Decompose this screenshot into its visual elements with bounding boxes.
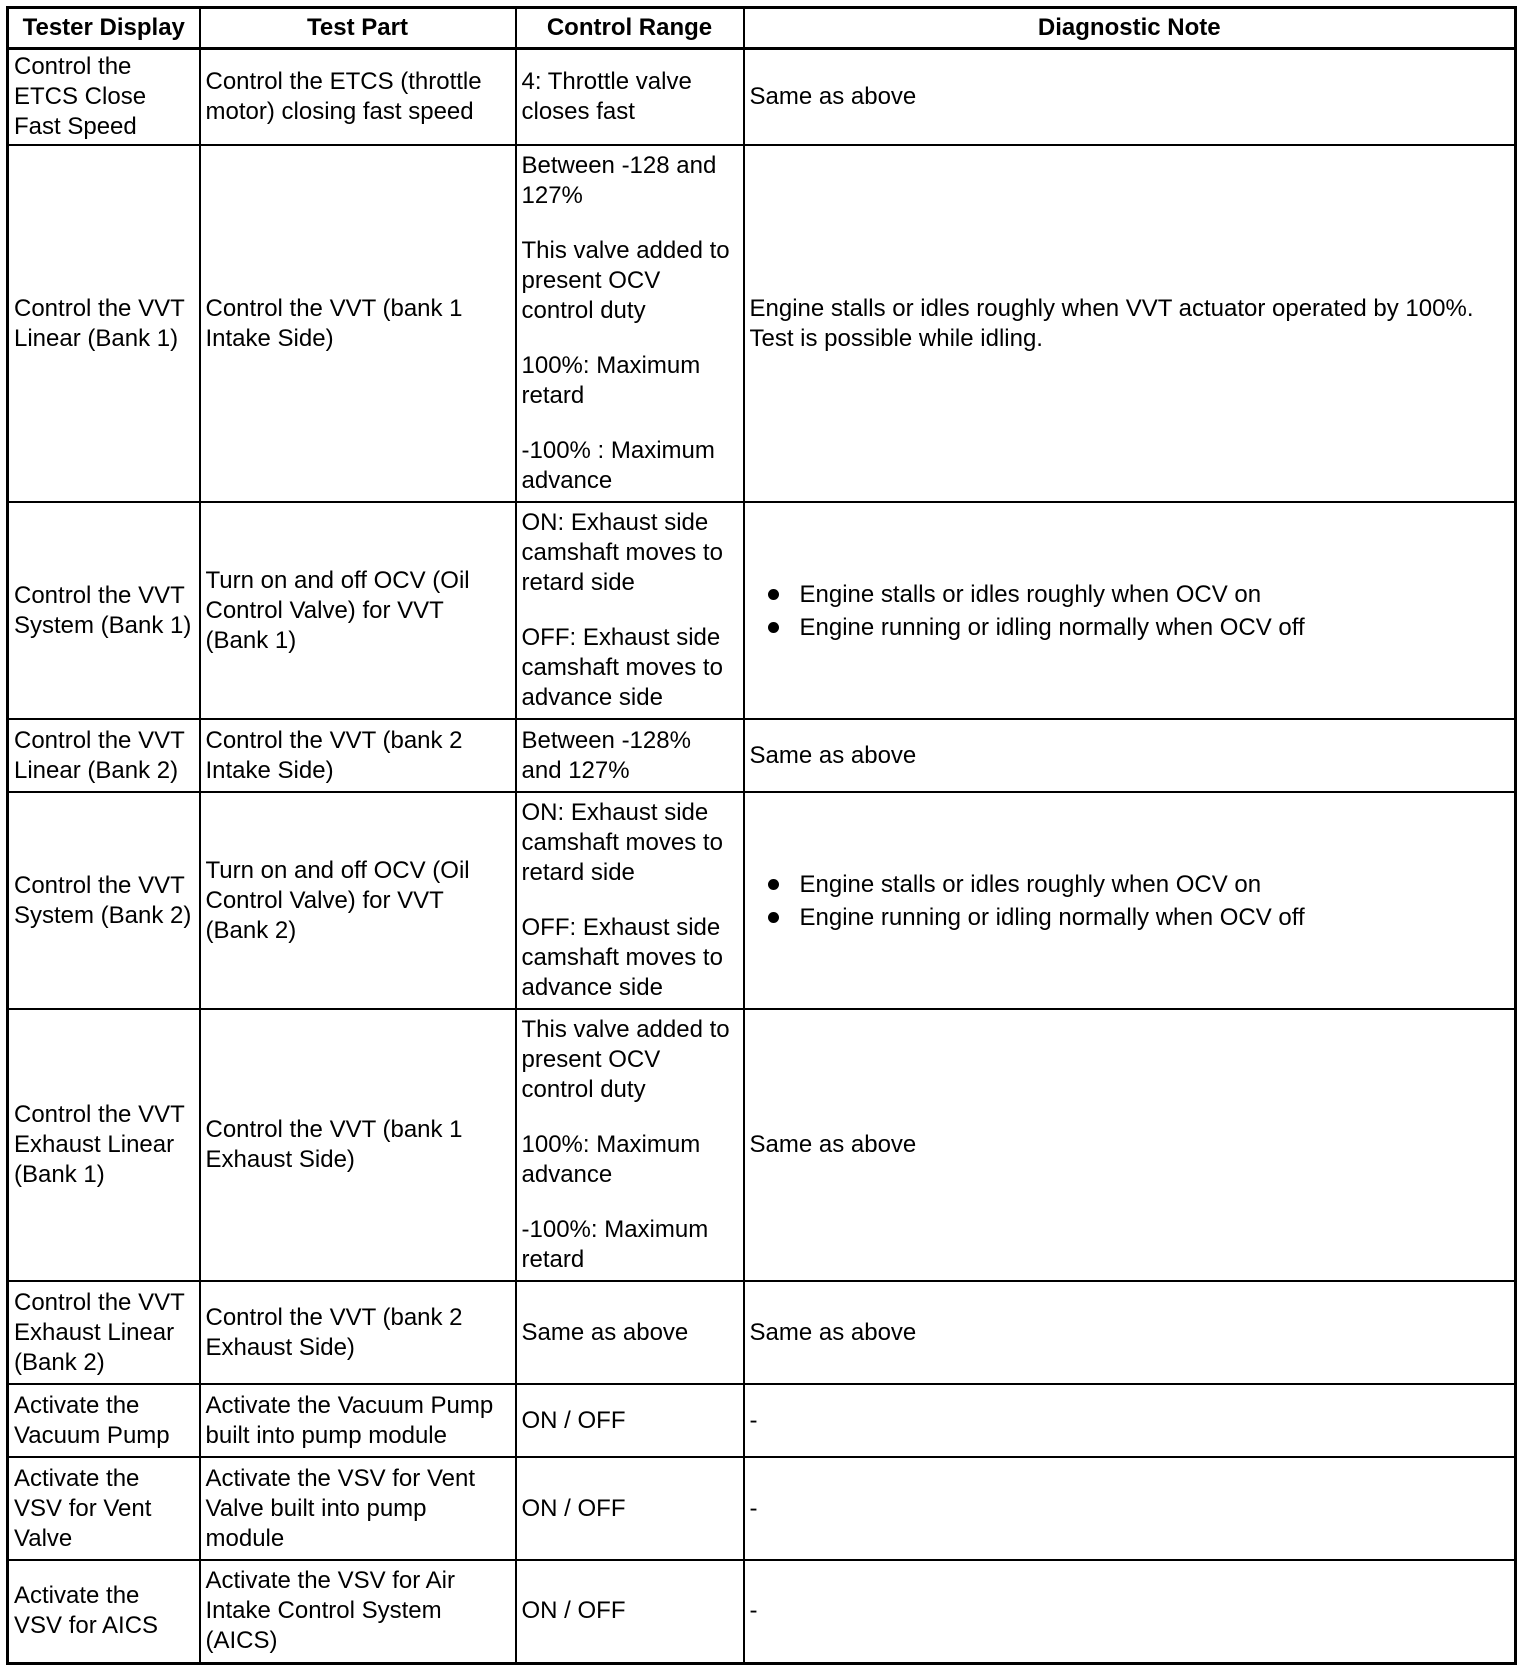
test-part-cell: Control the VVT (bank 1 Exhaust Side) — [200, 1009, 516, 1281]
tester-display-cell: Activate the VSV for AICS — [8, 1560, 200, 1663]
diagnostic-note-cell: Same as above — [744, 719, 1516, 792]
control-range-text: Between -128 and 127% — [521, 152, 717, 209]
control-range-text: -100% : Maximum advance — [521, 437, 715, 494]
control-range-text: 100%: Maximum advance — [521, 1131, 701, 1188]
control-range-text: Same as above — [521, 1318, 689, 1346]
diagnostic-note-cell: - — [744, 1560, 1516, 1663]
tester-display-cell: Control the VVT System (Bank 1) — [8, 502, 200, 719]
header-row — [8, 8, 1516, 49]
control-range-cell — [516, 502, 744, 719]
control-range-cell — [516, 719, 744, 792]
control-range-text: ON / OFF — [521, 1406, 626, 1434]
control-range-text: ON: Exhaust side camshaft moves to retard side — [521, 799, 723, 886]
diagnostic-note-cell — [744, 792, 1516, 1009]
active-test-table-container — [6, 6, 1517, 1665]
control-range-cell — [516, 1009, 744, 1281]
control-range-text: OFF: Exhaust side camshaft moves to advance side — [521, 624, 723, 711]
control-range-text: 100%: Maximum retard — [521, 352, 701, 409]
control-range-cell — [516, 1457, 744, 1560]
tester-display-cell: Control the VVT Exhaust Linear (Bank 2) — [8, 1281, 200, 1384]
diagnostic-bullet-item: Engine stalls or idles roughly when OCV on — [768, 578, 1510, 611]
diagnostic-bullet-list — [750, 578, 1510, 644]
table-row — [8, 49, 1516, 146]
control-range-text: Between -128% and 127% — [521, 726, 691, 784]
header-diagnostic-note: Diagnostic Note — [744, 8, 1516, 49]
header-control-range: Control Range — [516, 8, 744, 49]
diagnostic-bullet-item: Engine stalls or idles roughly when OCV on — [768, 868, 1510, 901]
test-part-cell: Control the ETCS (throttle motor) closing fast speed — [200, 49, 516, 146]
control-range-text: ON / OFF — [521, 1597, 626, 1625]
test-part-cell: Activate the Vacuum Pump built into pump module — [200, 1384, 516, 1457]
diagnostic-bullet-list — [750, 868, 1510, 934]
control-range-text: ON / OFF — [521, 1494, 626, 1522]
control-range-cell — [516, 1384, 744, 1457]
control-range-cell — [516, 792, 744, 1009]
diagnostic-note-cell: Engine stalls or idles roughly when VVT actuator operated by 100%. Test is possible while idling. — [744, 145, 1516, 502]
control-range-text: ON: Exhaust side camshaft moves to retard side — [521, 509, 723, 596]
test-part-cell: Control the VVT (bank 2 Exhaust Side) — [200, 1281, 516, 1384]
control-range-cell — [516, 145, 744, 502]
header-test-part: Test Part — [200, 8, 516, 49]
active-test-table — [6, 6, 1517, 1665]
diagnostic-note-cell: - — [744, 1457, 1516, 1560]
control-range-text: 4: Throttle valve closes fast — [521, 68, 692, 125]
diagnostic-note-cell — [744, 502, 1516, 719]
table-row — [8, 1384, 1516, 1457]
test-part-cell: Control the VVT (bank 2 Intake Side) — [200, 719, 516, 792]
diagnostic-note-cell: Same as above — [744, 1281, 1516, 1384]
tester-display-cell: Control the VVT Linear (Bank 1) — [8, 145, 200, 502]
tester-display-cell: Control the VVT Linear (Bank 2) — [8, 719, 200, 792]
control-range-text: This valve added to present OCV control duty — [521, 237, 730, 324]
table-row — [8, 1281, 1516, 1384]
control-range-text: OFF: Exhaust side camshaft moves to advance side — [521, 914, 723, 1001]
diagnostic-note-cell: - — [744, 1384, 1516, 1457]
diagnostic-bullet-item: Engine running or idling normally when OCV off — [768, 901, 1510, 934]
tester-display-cell: Control the VVT System (Bank 2) — [8, 792, 200, 1009]
table-row — [8, 145, 1516, 502]
control-range-text: This valve added to present OCV control duty — [521, 1016, 730, 1103]
test-part-cell: Activate the VSV for Vent Valve built into pump module — [200, 1457, 516, 1560]
table-row — [8, 792, 1516, 1009]
control-range-cell — [516, 1560, 744, 1663]
diagnostic-bullet-item: Engine running or idling normally when OCV off — [768, 611, 1510, 644]
table-row — [8, 1457, 1516, 1560]
table-row — [8, 719, 1516, 792]
tester-display-cell: Control the ETCS Close Fast Speed — [8, 49, 200, 146]
control-range-text: -100%: Maximum retard — [521, 1216, 709, 1273]
diagnostic-note-cell: Same as above — [744, 49, 1516, 146]
table-row — [8, 1560, 1516, 1663]
control-range-cell — [516, 49, 744, 146]
tester-display-cell: Control the VVT Exhaust Linear (Bank 1) — [8, 1009, 200, 1281]
header-tester-display: Tester Display — [8, 8, 200, 49]
test-part-cell: Turn on and off OCV (Oil Control Valve) for VVT (Bank 1) — [200, 502, 516, 719]
test-part-cell: Control the VVT (bank 1 Intake Side) — [200, 145, 516, 502]
tester-display-cell: Activate the Vacuum Pump — [8, 1384, 200, 1457]
table-row — [8, 1009, 1516, 1281]
test-part-cell: Turn on and off OCV (Oil Control Valve) for VVT (Bank 2) — [200, 792, 516, 1009]
tester-display-cell: Activate the VSV for Vent Valve — [8, 1457, 200, 1560]
table-row — [8, 502, 1516, 719]
diagnostic-note-cell: Same as above — [744, 1009, 1516, 1281]
control-range-cell — [516, 1281, 744, 1384]
test-part-cell: Activate the VSV for Air Intake Control System (AICS) — [200, 1560, 516, 1663]
